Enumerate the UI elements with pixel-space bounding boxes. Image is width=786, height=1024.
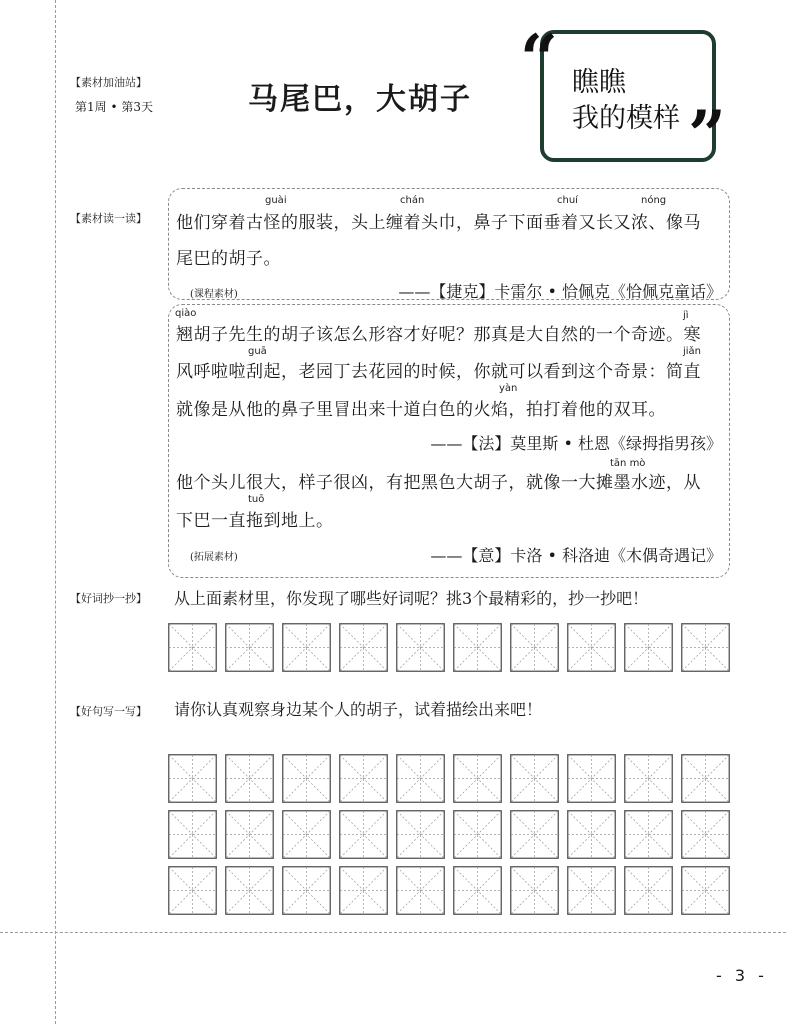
writing-cell[interactable] — [282, 866, 331, 915]
writing-cell[interactable] — [567, 754, 616, 803]
writing-cell[interactable] — [396, 754, 445, 803]
writing-cell[interactable] — [681, 623, 730, 672]
writing-cell[interactable] — [624, 623, 673, 672]
writing-cell[interactable] — [453, 810, 502, 859]
pinyin: chán — [400, 195, 425, 206]
pinyin: guài — [265, 195, 287, 206]
pinyin: chuí — [557, 195, 578, 206]
passage2-line: 就像是从他的鼻子里冒出来十道白色的火焰，拍打着他的双耳。 — [176, 400, 666, 420]
writing-cell[interactable] — [168, 754, 217, 803]
writing-cell[interactable] — [396, 623, 445, 672]
passage3-line: 他个头儿很大，样子很凶，有把黑色大胡子，就像一大摊墨水迹，从 — [176, 473, 701, 493]
writing-cell[interactable] — [681, 866, 730, 915]
writing-cell[interactable] — [225, 754, 274, 803]
pinyin: yàn — [499, 383, 518, 394]
pinyin: tuō — [248, 494, 265, 505]
passage3-line: 下巴一直拖到地上。 — [176, 511, 334, 531]
writing-cell[interactable] — [681, 810, 730, 859]
close-quote-icon: ” — [688, 96, 726, 174]
writing-cell[interactable] — [282, 754, 331, 803]
passage2-line: 风呼啦啦刮起，老园丁去花园的时候，你就可以看到这个奇景：简直 — [176, 362, 701, 382]
pinyin: jì — [683, 310, 689, 321]
passage2-source: ——【法】莫里斯 • 杜恩《绿拇指男孩》 — [430, 434, 722, 453]
sentence-section-tag: 【好句写一写】 — [70, 705, 147, 718]
writing-cell[interactable] — [225, 866, 274, 915]
passage1-label: (课程素材) — [190, 289, 238, 300]
passage1-source: ——【捷克】卡雷尔 • 恰佩克《恰佩克童话》 — [398, 282, 722, 301]
word-section-tag: 【好词抄一抄】 — [70, 592, 147, 605]
margin-line-vertical — [55, 0, 56, 1024]
writing-cell[interactable] — [225, 623, 274, 672]
passage3-label: (拓展素材) — [190, 552, 238, 563]
sentence-grid-row — [168, 866, 730, 915]
pinyin: qiào — [175, 308, 197, 319]
writing-cell[interactable] — [624, 754, 673, 803]
writing-cell[interactable] — [282, 623, 331, 672]
passage3-source: ——【意】卡洛 • 科洛迪《木偶奇遇记》 — [430, 546, 722, 565]
sentence-grid-row — [168, 810, 730, 859]
writing-cell[interactable] — [396, 866, 445, 915]
writing-cell[interactable] — [339, 754, 388, 803]
writing-cell[interactable] — [339, 810, 388, 859]
week-day-label: 第1周 • 第3天 — [75, 100, 153, 114]
page-title: 马尾巴，大胡子 — [248, 82, 472, 117]
passage2-line: 翘胡子先生的胡子该怎么形容才好呢？那真是大自然的一个奇迹。寒 — [176, 325, 701, 345]
station-tag: 【素材加油站】 — [70, 76, 147, 89]
writing-cell[interactable] — [510, 810, 559, 859]
badge-line2: 我的模样 — [572, 103, 680, 134]
margin-line-horizontal — [0, 932, 786, 933]
sentence-grid-row — [168, 754, 730, 803]
writing-cell[interactable] — [624, 810, 673, 859]
read-section-tag: 【素材读一读】 — [70, 212, 147, 225]
pinyin: nóng — [641, 195, 667, 206]
open-quote-icon: “ — [520, 20, 558, 98]
writing-cell[interactable] — [567, 810, 616, 859]
writing-cell[interactable] — [453, 623, 502, 672]
word-grid-row — [168, 623, 730, 672]
passage1-line: 他们穿着古怪的服装，头上缠着头巾，鼻子下面垂着又长又浓、像马 — [176, 213, 701, 233]
pinyin: jiǎn — [683, 346, 702, 357]
writing-cell[interactable] — [510, 754, 559, 803]
writing-cell[interactable] — [624, 866, 673, 915]
writing-cell[interactable] — [339, 866, 388, 915]
writing-cell[interactable] — [567, 866, 616, 915]
page-number: - 3 - — [716, 966, 768, 985]
word-prompt: 从上面素材里，你发现了哪些好词呢？挑3个最精彩的，抄一抄吧！ — [174, 589, 649, 608]
sentence-prompt: 请你认真观察身边某个人的胡子，试着描绘出来吧！ — [174, 700, 543, 719]
writing-cell[interactable] — [396, 810, 445, 859]
pinyin: guā — [248, 346, 267, 357]
badge-line1: 瞧瞧 — [572, 67, 626, 98]
writing-cell[interactable] — [510, 623, 559, 672]
writing-cell[interactable] — [168, 810, 217, 859]
writing-cell[interactable] — [681, 754, 730, 803]
passage1-line: 尾巴的胡子。 — [176, 249, 281, 269]
writing-cell[interactable] — [339, 623, 388, 672]
writing-cell[interactable] — [510, 866, 559, 915]
writing-cell[interactable] — [225, 810, 274, 859]
pinyin: tān mò — [610, 458, 646, 469]
writing-cell[interactable] — [168, 623, 217, 672]
writing-cell[interactable] — [282, 810, 331, 859]
writing-cell[interactable] — [567, 623, 616, 672]
writing-cell[interactable] — [453, 866, 502, 915]
writing-cell[interactable] — [168, 866, 217, 915]
writing-cell[interactable] — [453, 754, 502, 803]
